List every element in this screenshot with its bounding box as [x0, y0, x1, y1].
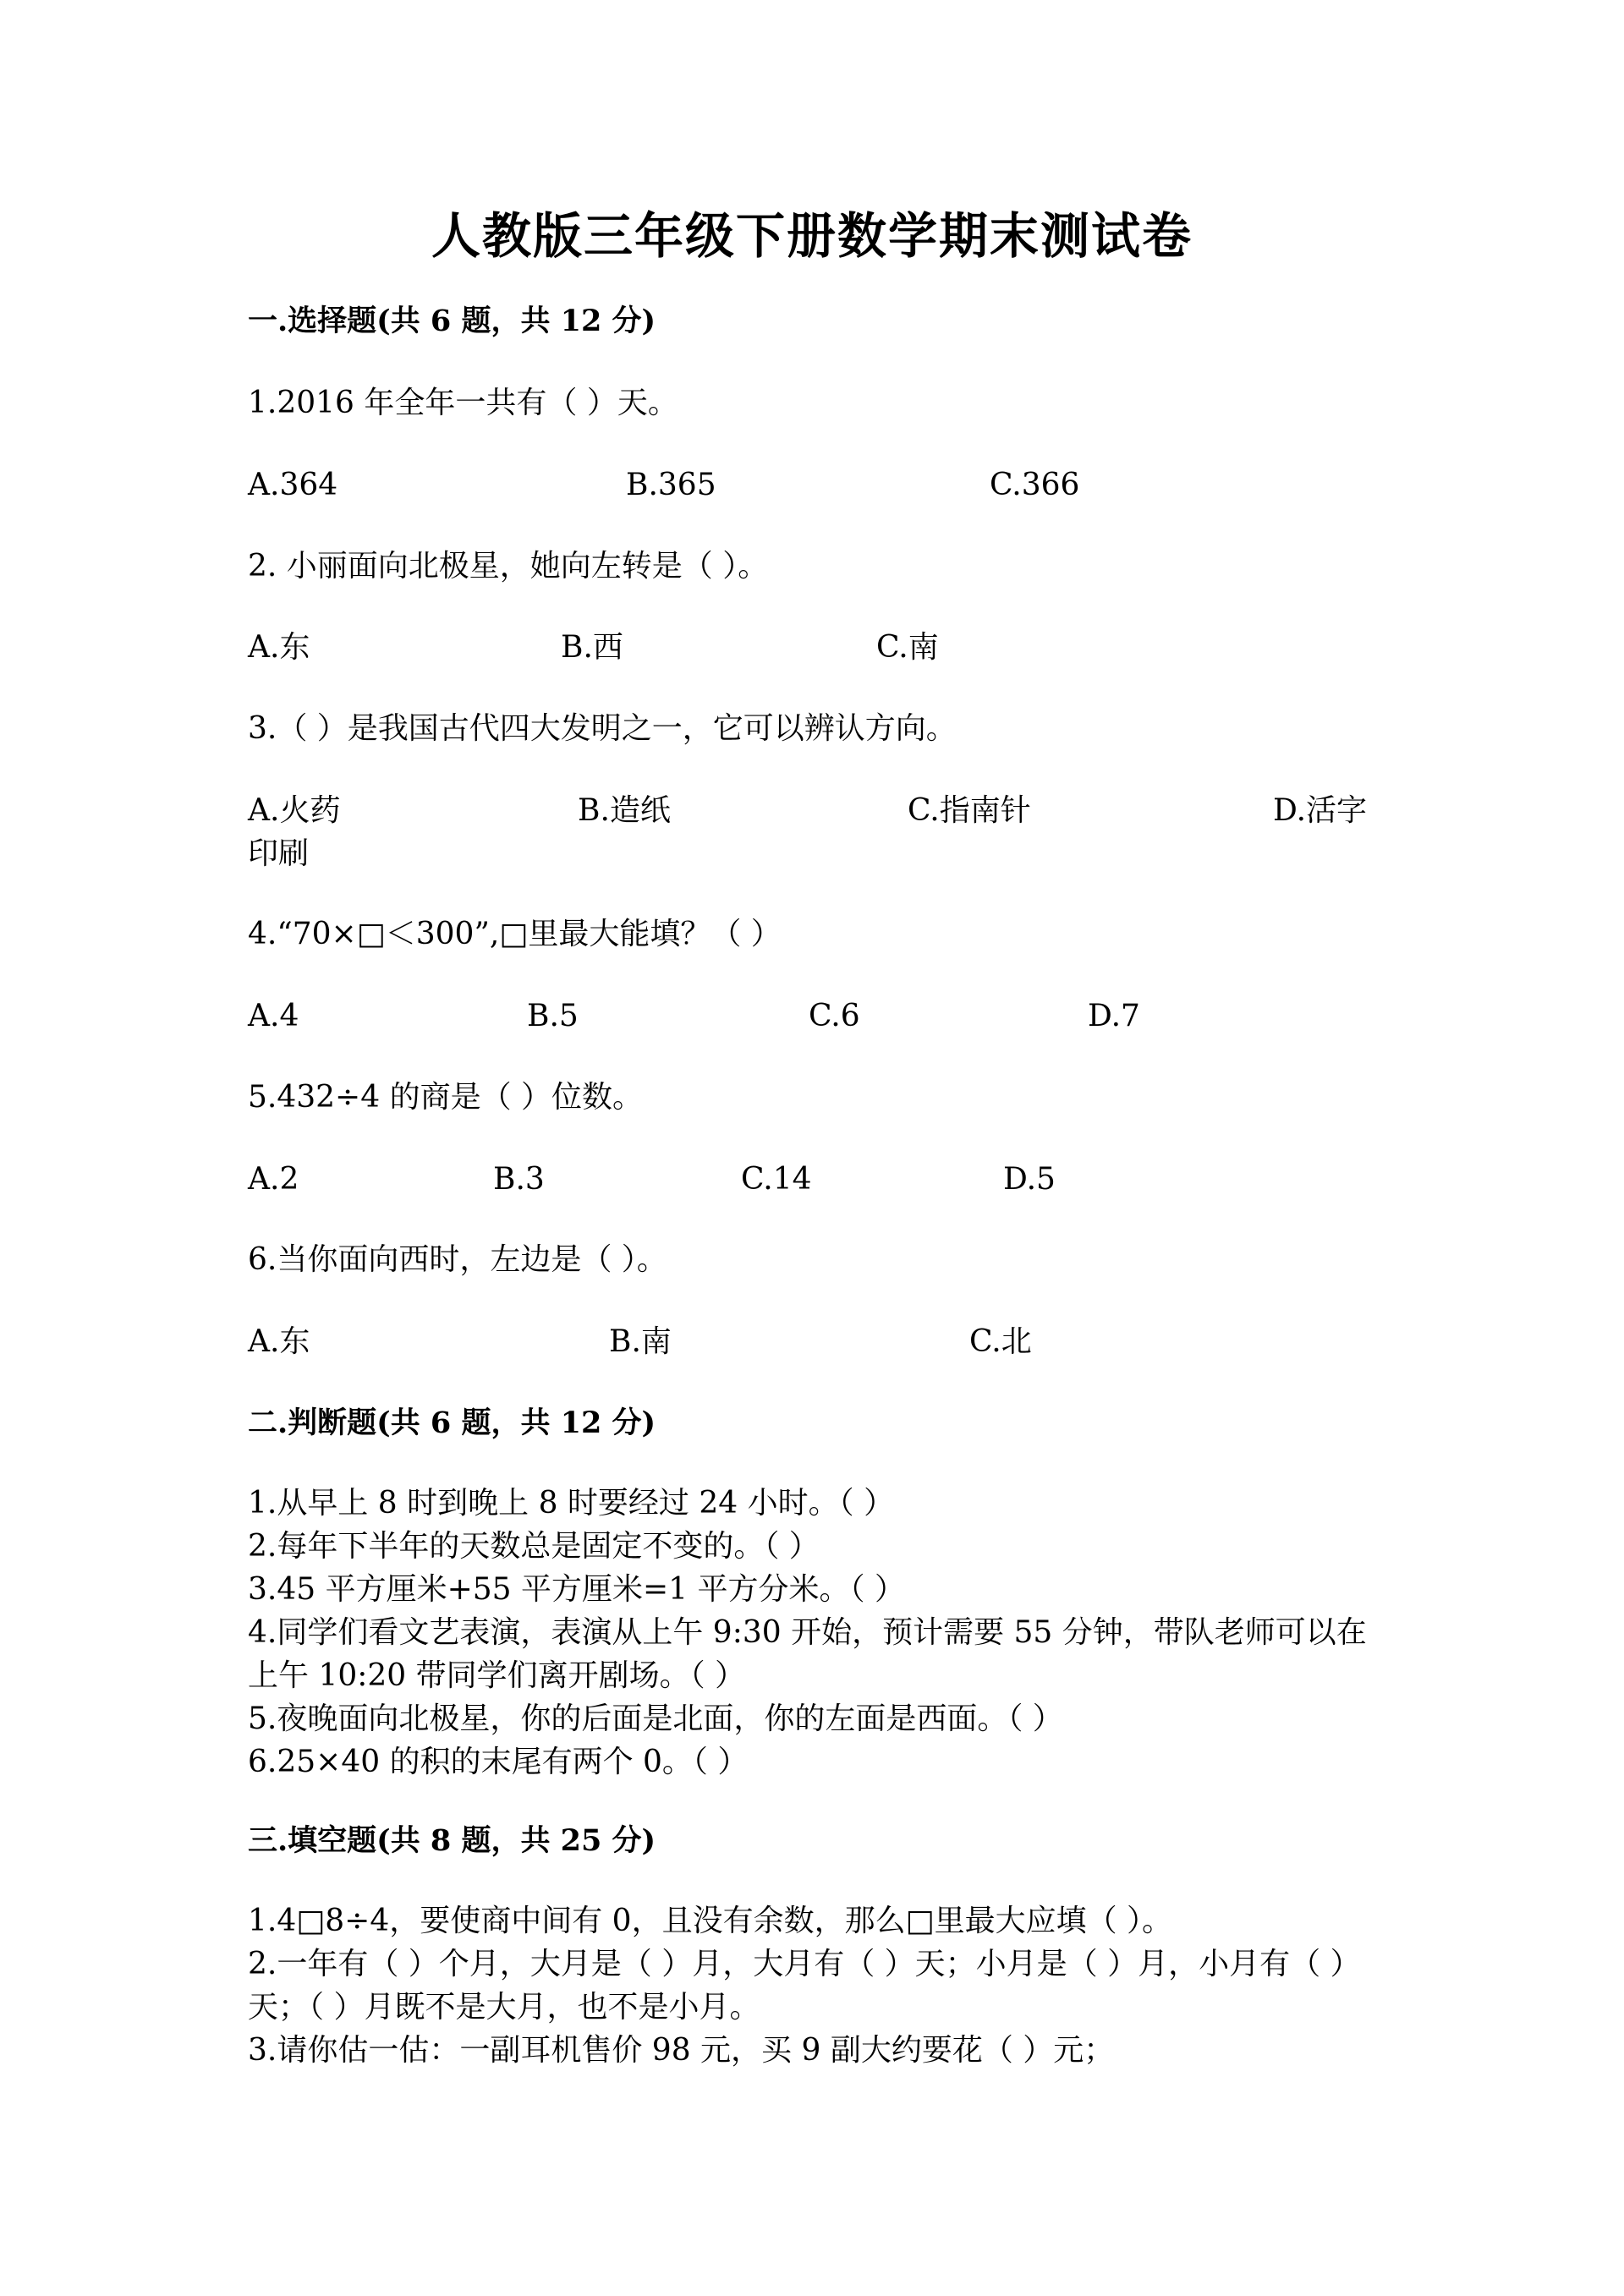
- q2-option-b: B.西: [561, 630, 623, 665]
- fill-item-3: 3.请你估一估：一副耳机售价 98 元，买 9 副大约要花（ ）元；: [248, 2033, 1115, 2068]
- question-3-text: 3.（ ）是我国古代四大发明之一，它可以辨认方向。: [248, 711, 957, 746]
- question-4-text: 4.“70×□＜300”,□里最大能填？（ ）: [248, 917, 782, 951]
- q4-option-b: B.5: [527, 999, 579, 1033]
- q5-option-a: A.2: [248, 1162, 299, 1197]
- q3-option-d: D.活字: [1273, 793, 1368, 828]
- q5-option-c: C.14: [741, 1162, 812, 1197]
- q3-option-c: C.指南针: [908, 793, 1031, 828]
- q3-option-d-wrap: 印刷: [248, 836, 310, 871]
- q1-option-c: C.366: [990, 468, 1080, 502]
- q5-option-d: D.5: [1003, 1162, 1056, 1197]
- tf-item-1: 1.从早上 8 时到晚上 8 时要经过 24 小时。（ ）: [248, 1486, 895, 1521]
- question-6-text: 6.当你面向西时，左边是（ ）。: [248, 1242, 667, 1277]
- q6-option-b: B.南: [609, 1324, 672, 1359]
- tf-item-2: 2.每年下半年的天数总是固定不变的。（ ）: [248, 1529, 820, 1564]
- q3-option-a: A.火药: [248, 793, 341, 828]
- page-title: 人教版三年级下册数学期末测试卷: [431, 207, 1193, 265]
- fill-item-1: 1.4□8÷4，要使商中间有 0，且没有余数，那么□里最大应填（ ）。: [248, 1904, 1173, 1938]
- q1-option-a: A.364: [248, 468, 338, 502]
- q3-option-b: B.造纸: [578, 793, 671, 828]
- section-heading-truefalse: 二.判断题(共 6 题，共 12 分): [248, 1406, 656, 1440]
- q4-option-d: D.7: [1088, 999, 1140, 1033]
- q5-option-b: B.3: [493, 1162, 545, 1197]
- question-1-text: 1.2016 年全年一共有（ ）天。: [248, 386, 678, 420]
- q2-option-a: A.东: [248, 630, 310, 665]
- tf-item-6: 6.25×40 的积的末尾有两个 0。（ ）: [248, 1745, 749, 1779]
- tf-item-3: 3.45 平方厘米+55 平方厘米=1 平方分米。（ ）: [248, 1572, 905, 1607]
- tf-item-4: 4.同学们看文艺表演，表演从上午 9:30 开始，预计需要 55 分钟，带队老师可以在上午 10:20 带同学们离开剧场。（ ）: [248, 1615, 1367, 1693]
- q6-option-a: A.东: [248, 1324, 310, 1359]
- fill-item-2: 2.一年有（ ）个月，大月是（ ）月，大月有（ ）天；小月是（ ）月，小月有（ ）天；（ ）月既不是大月，也不是小月。: [248, 1947, 1361, 2025]
- tf-item-5: 5.夜晚面向北极星，你的后面是北面，你的左面是西面。（ ）: [248, 1701, 1063, 1736]
- q2-option-c: C.南: [876, 630, 939, 665]
- section-heading-choice: 一.选择题(共 6 题，共 12 分): [248, 304, 656, 338]
- section-heading-fill: 三.填空题(共 8 题，共 25 分): [248, 1823, 656, 1858]
- q6-option-c: C.北: [969, 1324, 1032, 1359]
- question-2-text: 2. 小丽面向北极星，她向左转是（ ）。: [248, 549, 769, 584]
- question-5-text: 5.432÷4 的商是（ ）位数。: [248, 1080, 644, 1115]
- q4-option-c: C.6: [809, 999, 860, 1033]
- q4-option-a: A.4: [248, 999, 299, 1033]
- q1-option-b: B.365: [626, 468, 716, 502]
